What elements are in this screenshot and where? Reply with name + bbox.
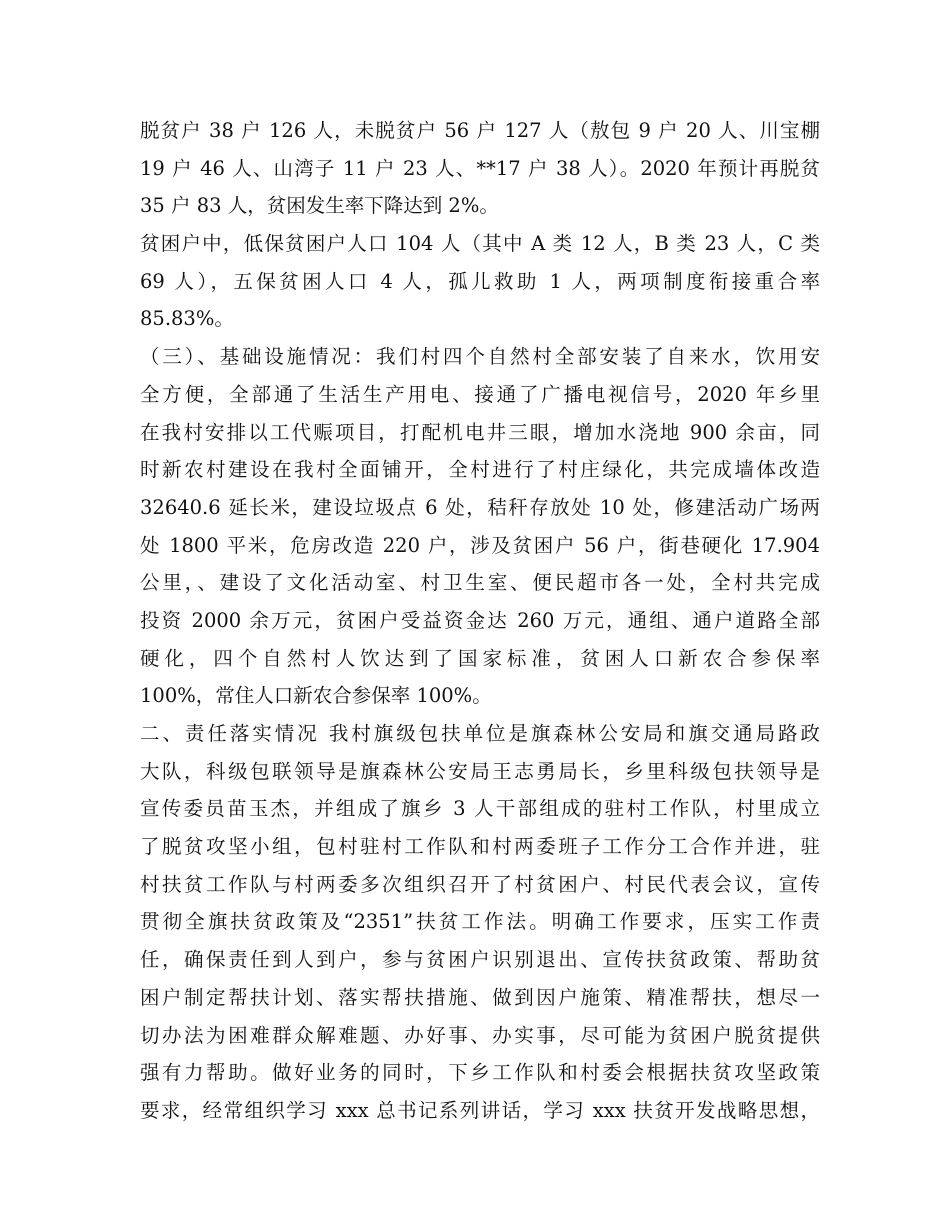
text-line: 100%，常住人口新农合参保率 100%。 <box>140 684 492 708</box>
text-line: 脱贫户 38 户 126 人，未脱贫户 56 户 127 人（敖包 9 户 20 人、川宝棚 <box>140 119 820 142</box>
text-line: 硬化，四个自然村人饮达到了国家标准，贫困人口新农合参保率 <box>140 646 820 670</box>
text-line: 投资 2000 余万元，贫困户受益资金达 260 万元，通组、通户道路全部 <box>140 608 820 632</box>
text-line: 贯彻全旗扶贫政策及“2351”扶贫工作法。明确工作要求，压实工作责 <box>140 910 820 934</box>
text-line: 了脱贫攻坚小组，包村驻村工作队和村两委班子工作分工合作并进，驻 <box>140 835 820 859</box>
text-line: 19 户 46 人、山湾子 11 户 23 人、**17 户 38 人）。2020 年预计再脱贫 <box>140 156 821 180</box>
text-line: 要求，经常组织学习 xxx 总书记系列讲话，学习 xxx 扶贫开发战略思想， <box>140 1098 820 1122</box>
text-line: （三）、基础设施情况：我们村四个自然村全部安装了自来水，饮用安 <box>140 345 820 369</box>
text-line: 宣传委员苗玉杰，并组成了旗乡 3 人干部组成的驻村工作队，村里成立 <box>140 797 820 821</box>
text-line: 35 户 83 人，贫困发生率下降达到 2%。 <box>140 194 499 218</box>
text-line: 村扶贫工作队与村两委多次组织召开了村贫困户、村民代表会议，宣传 <box>140 872 820 896</box>
text-line: 85.83%。 <box>140 307 234 331</box>
text-line: 32640.6 延长米，建设垃圾点 6 处，秸秆存放处 10 处，修建活动广场两 <box>140 495 820 519</box>
text-line: 全方便，全部通了生活生产用电、接通了广播电视信号，2020 年乡里 <box>140 382 820 406</box>
text-line: 69 人），五保贫困人口 4 人，孤儿救助 1 人，两项制度衔接重合率 <box>140 269 820 293</box>
text-line: 任，确保责任到人到户，参与贫困户识别退出、宣传扶贫政策、帮助贫 <box>140 948 820 972</box>
text-line: 困户制定帮扶计划、落实帮扶措施、做到因户施策、精准帮扶，想尽一 <box>140 985 820 1009</box>
text-line: 处 1800 平米，危房改造 220 户，涉及贫困户 56 户，街巷硬化 17.904 <box>140 533 820 557</box>
text-line: 大队，科级包联领导是旗森林公安局王志勇局长，乡里科级包扶领导是 <box>140 759 820 783</box>
text-line: 公里，、建设了文化活动室、村卫生室、便民超市各一处，全村共完成 <box>140 571 820 595</box>
text-line: 强有力帮助。做好业务的同时，下乡工作队和村委会根据扶贫攻坚政策 <box>140 1061 820 1085</box>
text-line: 贫困户中，低保贫困户人口 104 人（其中 A 类 12 人，B 类 23 人，C 类 <box>140 232 820 256</box>
text-line: 切办法为困难群众解难题、办好事、办实事，尽可能为贫困户脱贫提供 <box>140 1023 820 1047</box>
text-line: 时新农村建设在我村全面铺开，全村进行了村庄绿化，共完成墙体改造 <box>140 458 820 482</box>
text-line: 在我村安排以工代赈项目，打配机电井三眼，增加水浇地 900 余亩，同 <box>140 420 820 444</box>
body-text <box>140 112 820 1130</box>
text-line: 二、责任落实情况 我村旗级包扶单位是旗森林公安局和旗交通局路政 <box>140 722 820 745</box>
